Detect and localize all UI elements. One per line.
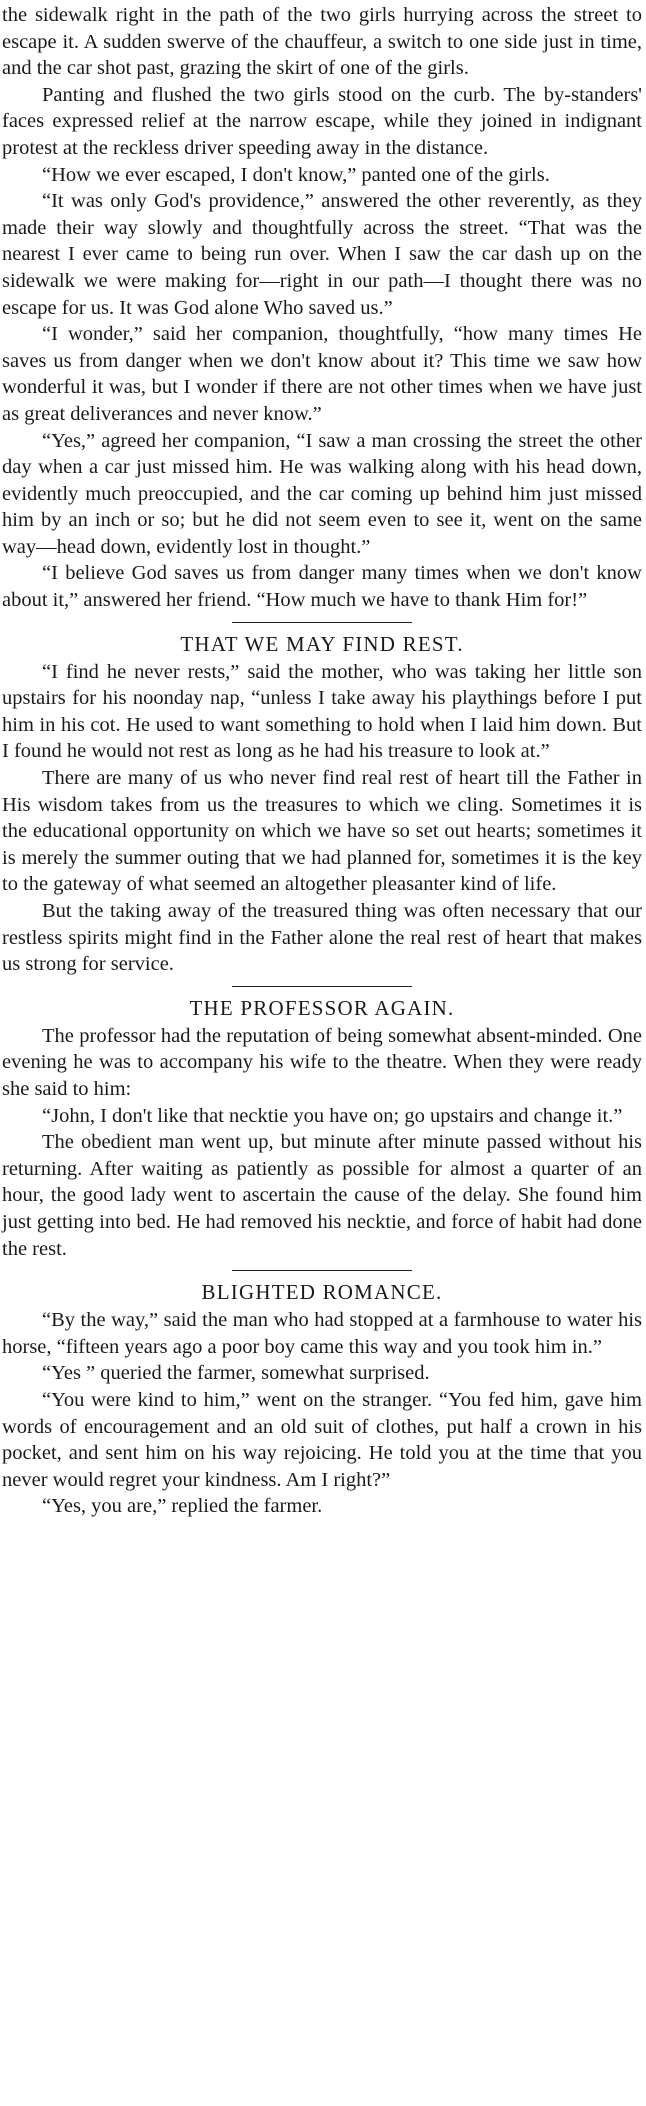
story-paragraph: “You were kind to him,” went on the stranger. “You fed him, gave him words of encouragement and an old suit of clothes, put half a crown in his pocket, and sent him on his way rejoicing. He told you at the time that you never would regret your kindness. Am I right?” xyxy=(2,1388,642,1491)
story-paragraph: But the taking away of the treasured thing was often necessary that our restless spirits might find in the Father alone the real rest of heart that makes us strong for service. xyxy=(2,900,642,976)
story-paragraph: “How we ever escaped, I don't know,” panted one of the girls. xyxy=(42,163,550,186)
story-paragraph: “I wonder,” said her companion, thoughtfully, “how many times He saves us from danger when we don't know about it? This time we saw how wonderful it was, but I wonder if there are not other times when we have just as great deliverances and never know.” xyxy=(2,323,642,425)
story-blighted-romance xyxy=(2,1275,642,1520)
story-paragraph: Panting and flushed the two girls stood on the curb. The by-standers' faces expressed relief at the narrow escape, while they joined in indignant protest at the reckless driver speeding away in the distance. xyxy=(2,83,642,159)
story-paragraph: “Yes,” agreed her companion, “I saw a man crossing the street the other day when a car just missed him. He was walking along with his head down, evidently much preoccupied, and the car coming up behind him just missed him by an inch or so; but he did not seem even to see it, went on the same way—head down, evidently lost in thought.” xyxy=(2,429,642,558)
story-paragraph: “I find he never rests,” said the mother, who was taking her little son upstairs for his noonday nap, “unless I take away his playthings before I put him in his cot. He used to want something to hold when I laid him down. But I found he would not rest as long as he had his treasure to look at.” xyxy=(2,660,642,763)
story-paragraph: “Yes, you are,” replied the farmer. xyxy=(42,1495,323,1518)
story-paragraph: the sidewalk right in the path of the two girls hurrying across the street to escape it. A sudden swerve of the chauffeur, a switch to one side just in time, and the car shot past, grazing the skirt of one of the girls. xyxy=(2,4,642,80)
section-divider xyxy=(232,1270,412,1271)
story-paragraph: “By the way,” said the man who had stopped at a farmhouse to water his horse, “fifteen years ago a poor boy came this way and you took him in.” xyxy=(2,1309,642,1358)
story-paragraph: “John, I don't like that necktie you have on; go upstairs and change it.” xyxy=(42,1104,623,1127)
section-divider xyxy=(232,986,412,987)
story-professor-again xyxy=(2,991,642,1262)
story-paragraph: There are many of us who never find real rest of heart till the Father in His wisdom takes from us the treasures to which we cling. Sometimes it is the educational opportunity on which we have so set out hearts; sometimes it is merely the summer outing that we had planned for, sometimes it is the key to the gateway of what seemed an altogether pleasanter kind of life. xyxy=(2,767,642,896)
story-paragraph: “I believe God saves us from danger many times when we don't know about it,” answered her friend. “How much we have to thank Him for!” xyxy=(2,562,642,612)
story-heading: THAT WE MAY FIND REST. xyxy=(180,631,464,656)
story-paragraph: The professor had the reputation of being somewhat absent-minded. One evening he was to accompany his wife to the theatre. When they were ready she said to him: xyxy=(2,1024,642,1100)
story-paragraph: “It was only God's providence,” answered the other reverently, as they made their way slowly and thoughtfully across the street. “That was the nearest I ever came to being run over. When I saw the car dash up on the sidewalk we were making for—right in our path—I thought there was no escape for us. It was God alone Who saved us.” xyxy=(2,190,642,319)
story-paragraph: The obedient man went up, but minute after minute passed without his returning. After waiting as patiently as possible for almost a quarter of an hour, the good lady went to ascertain the cause of the delay. She found him just getting into bed. He had removed his necktie, and force of habit had done the rest. xyxy=(2,1131,642,1260)
story-near-accident xyxy=(2,2,642,614)
story-paragraph: “Yes ” queried the farmer, somewhat surprised. xyxy=(42,1362,430,1385)
story-heading: THE PROFESSOR AGAIN. xyxy=(189,995,455,1020)
story-heading: BLIGHTED ROMANCE. xyxy=(201,1280,443,1305)
story-find-rest xyxy=(2,627,642,978)
section-divider xyxy=(232,622,412,623)
